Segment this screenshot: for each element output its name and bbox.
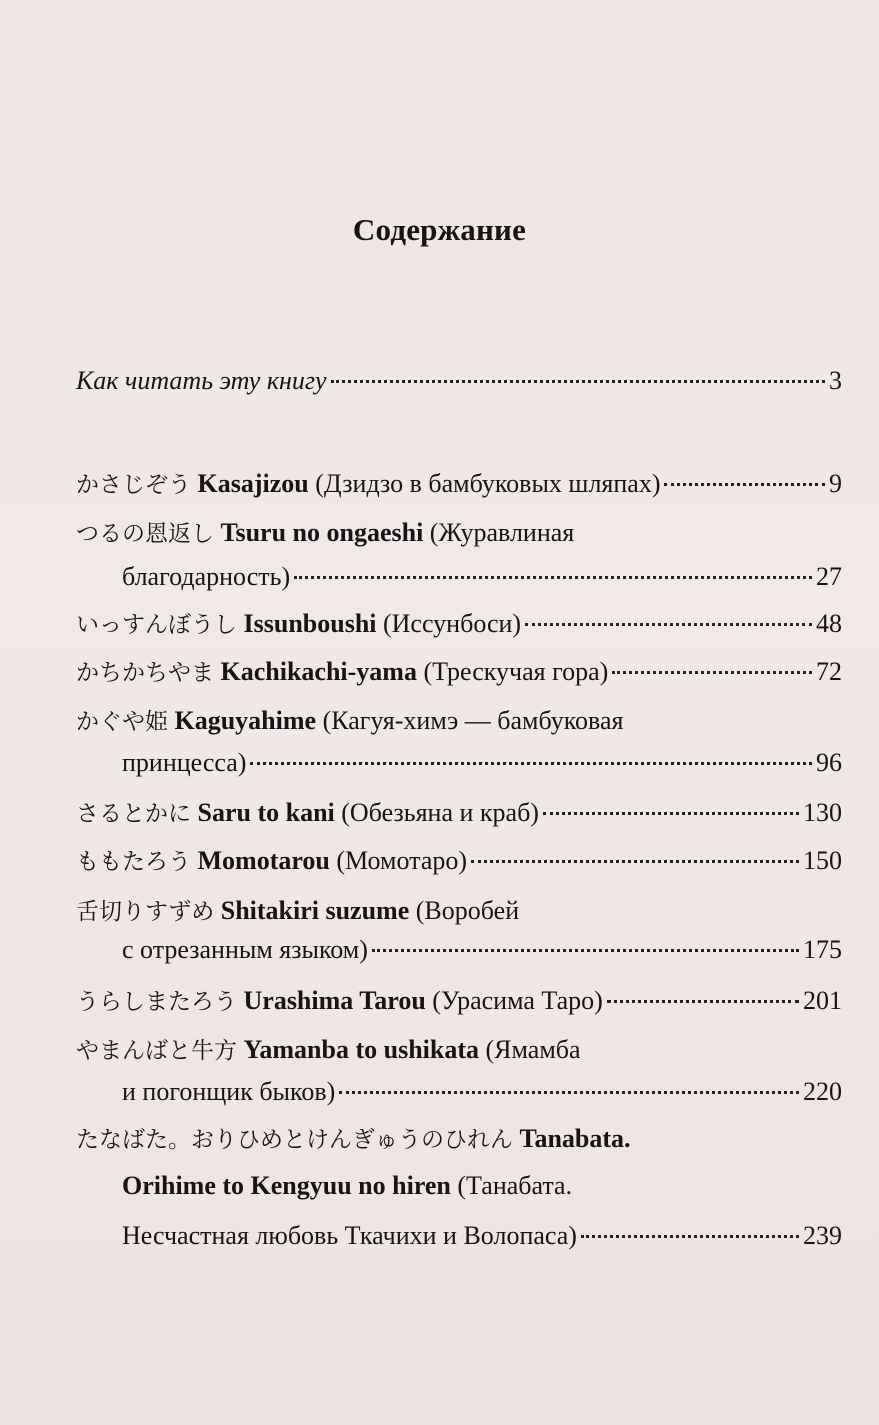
toc-russian-title: (Момотаро)	[336, 846, 468, 875]
toc-dot-leader	[581, 1235, 799, 1238]
toc-russian-title: (Урасима Таро)	[432, 986, 603, 1015]
toc-russian-title: (Ямамба	[485, 1035, 581, 1064]
toc-page-number: 150	[803, 846, 842, 875]
toc-japanese-title: ももたろう	[76, 849, 191, 875]
toc-page-number: 130	[803, 798, 842, 827]
toc-entry-line	[76, 843, 842, 879]
toc-entry-title	[122, 1221, 577, 1251]
toc-entry-line	[122, 562, 842, 598]
toc-page-number: 96	[816, 748, 842, 777]
toc-entry-title	[122, 748, 246, 778]
toc-dot-leader	[543, 812, 799, 815]
toc-dot-leader	[612, 671, 812, 674]
toc-romaji-title: Momotarou	[197, 846, 330, 875]
toc-romaji-title: Yamanba to ushikata	[243, 1035, 480, 1064]
toc-japanese-title: うらしまたろう	[76, 989, 237, 1015]
toc-russian-title: (Дзидзо в бамбуковых шляпах)	[315, 469, 661, 498]
toc-dot-leader	[607, 1000, 799, 1003]
toc-dot-leader	[372, 949, 799, 952]
toc-entry-title	[76, 466, 660, 499]
toc-dot-leader	[525, 623, 812, 626]
toc-dot-leader	[250, 762, 812, 765]
toc-dot-leader	[294, 576, 812, 579]
toc-entry-title	[122, 1077, 335, 1107]
toc-japanese-title: さるとかに	[76, 801, 191, 827]
toc-entry-line	[76, 893, 842, 929]
toc-romaji-title: Kasajizou	[197, 469, 309, 498]
toc-entry-line	[122, 1077, 842, 1113]
toc-entry-title	[76, 1121, 631, 1154]
toc-entry-title	[122, 935, 368, 965]
toc-entry-title	[76, 703, 623, 736]
toc-entry-line	[76, 654, 842, 690]
toc-entry-title	[76, 1032, 581, 1065]
toc-romaji-title: Orihime to Kengyuu no hiren	[122, 1171, 451, 1200]
toc-romaji-title: Saru to kani	[197, 798, 335, 827]
toc-page-number: 3	[829, 366, 842, 395]
toc-entry-title	[76, 366, 327, 396]
toc-dot-leader	[664, 483, 825, 486]
toc-romaji-title: Urashima Tarou	[243, 986, 426, 1015]
toc-italic-title: Как читать эту книгу	[76, 366, 327, 395]
toc-entry-line	[122, 935, 842, 971]
toc-entry-line	[76, 1121, 842, 1157]
toc-russian-title: (Журавлиная	[429, 518, 575, 547]
toc-romaji-title: Tanabata.	[519, 1124, 631, 1153]
toc-entry-title	[76, 893, 519, 926]
toc-russian-title: (Воробей	[415, 896, 520, 925]
toc-page-number: 72	[816, 657, 842, 686]
toc-page-number: 201	[803, 986, 842, 1015]
toc-entry-title	[76, 843, 467, 876]
toc-japanese-title: つるの恩返し	[76, 521, 214, 547]
toc-entry-title	[76, 795, 539, 828]
toc-entry-line	[76, 366, 842, 402]
toc-japanese-title: やまんばと牛方	[76, 1038, 237, 1064]
toc-entry-line	[76, 606, 842, 642]
toc-entry-line	[76, 515, 842, 551]
toc-russian-title: принцесса)	[122, 748, 247, 777]
toc-romaji-title: Issunboushi	[243, 609, 377, 638]
toc-romaji-title: Tsuru no ongaeshi	[220, 518, 424, 547]
toc-entry-title	[122, 562, 290, 592]
toc-page-number: 239	[803, 1221, 842, 1250]
toc-entry-line	[76, 703, 842, 739]
toc-page-number: 175	[803, 935, 842, 964]
toc-russian-title: (Танабата.	[457, 1171, 573, 1200]
toc-entry-line	[76, 795, 842, 831]
toc-russian-title: и погонщик быков)	[122, 1077, 336, 1106]
toc-entry-title	[122, 1171, 572, 1201]
toc-page-number: 48	[816, 609, 842, 638]
toc-dot-leader	[471, 860, 799, 863]
toc-russian-title: (Кагуя-химэ — бамбуковая	[322, 706, 624, 735]
toc-japanese-title: かさじぞう	[76, 472, 191, 498]
toc-entry-line	[122, 1171, 842, 1207]
toc-entry-title	[76, 606, 521, 639]
toc-entry-title	[76, 983, 603, 1016]
toc-russian-title: (Трескучая гора)	[423, 657, 609, 686]
toc-romaji-title: Kachikachi-yama	[220, 657, 417, 686]
toc-russian-title: (Обезьяна и краб)	[341, 798, 539, 827]
toc-romaji-title: Kaguyahime	[174, 706, 317, 735]
toc-page-number: 220	[803, 1077, 842, 1106]
toc-russian-title: (Иссунбоси)	[383, 609, 522, 638]
toc-russian-title: с отрезанным языком)	[122, 935, 368, 964]
toc-dot-leader	[331, 380, 825, 383]
toc-japanese-title: たなばた。おりひめとけんぎゅうのひれん	[76, 1127, 513, 1153]
toc-entry-line	[76, 983, 842, 1019]
toc-entry-line	[122, 748, 842, 784]
toc-romaji-title: Shitakiri suzume	[220, 896, 410, 925]
toc-page-number: 9	[829, 469, 842, 498]
toc-entry-line	[76, 466, 842, 502]
toc-entry-line	[76, 1032, 842, 1068]
toc-entry-title	[76, 654, 608, 687]
toc-japanese-title: かちかちやま	[76, 660, 214, 686]
toc-japanese-title: 舌切りすずめ	[76, 899, 215, 925]
toc-russian-title: благодарность)	[122, 562, 291, 591]
page-title: Содержание	[352, 212, 527, 247]
toc-japanese-title: かぐや姫	[76, 709, 168, 735]
toc-japanese-title: いっすんぼうし	[76, 612, 237, 638]
toc-page-number: 27	[816, 562, 842, 591]
toc-entry-line	[122, 1221, 842, 1257]
toc-entry-title	[76, 515, 574, 548]
toc-russian-title: Несчастная любовь Ткачихи и Волопаса)	[122, 1221, 577, 1250]
toc-dot-leader	[339, 1091, 799, 1094]
